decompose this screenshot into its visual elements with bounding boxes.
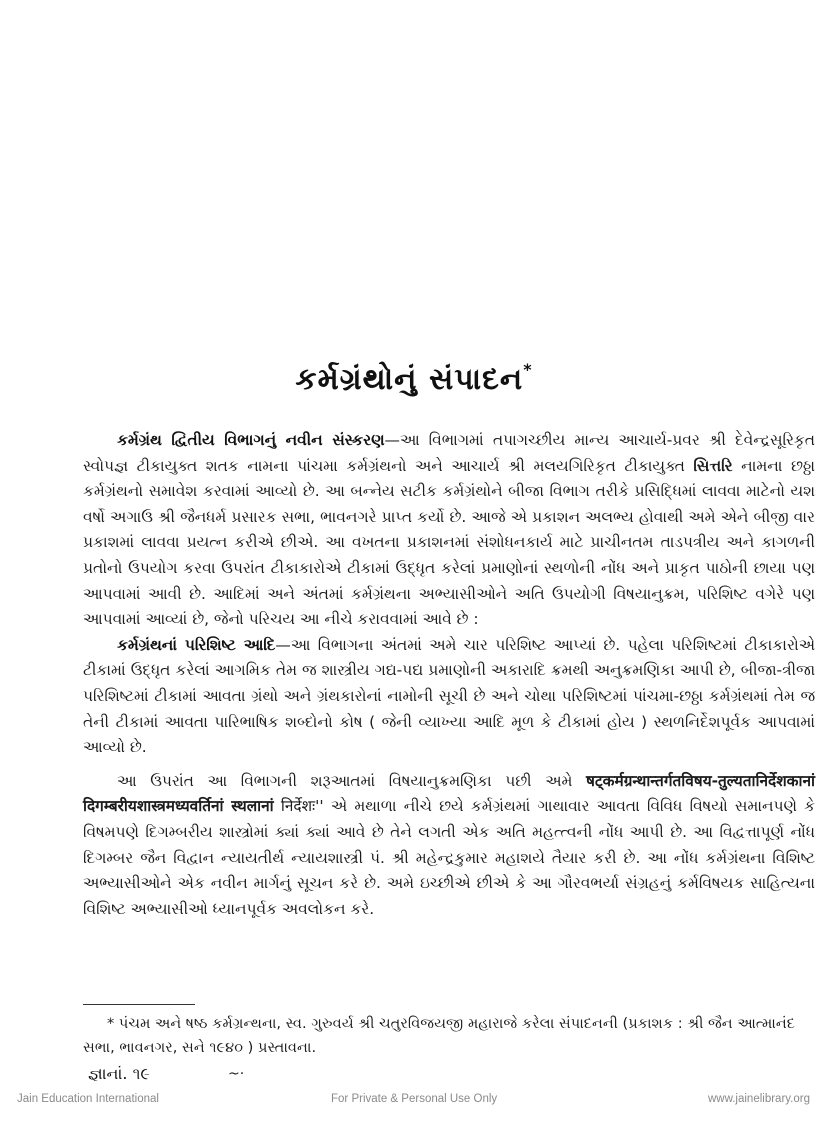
paragraph-3-text-a: આ ઉપરાંત આ વિભાગની શરૂઆતમાં વિષયાનુક્રમણિકા પછી અમે xyxy=(117,771,587,790)
paragraph-2-lead: કર્મગ્રંથનાં પરિશિષ્ટ આદિ xyxy=(117,635,276,654)
page-footer xyxy=(0,1093,828,1113)
signature-mark: ~· xyxy=(228,1066,245,1082)
paragraph-3-text-b: निर्देशः'' એ મથાળા નીચે છયે કર્મગ્રંથમાં ગાથાવાર આવતા વિવિધ વિષયો સમાનપણે કે વિષમપણે દિગમ્બરીય શાસ્ત્રોમાં ક્યાં ક્યાં આવે છે તેને લગતી એક અતિ મહત્ત્વની નોંધ આપી છે. આ વિદ્વત્તાપૂર્ણ નોંધ દિગમ્બર જૈન વિદ્વાન ન્યાયતીર્થ ન્યાયશાસ્ત્રી પં. શ્રી મહેન્દ્રકુમાર મહાશયે તૈયાર કરી છે. આ નોંધ કર્મગ્રંથના વિશિષ્ટ અભ્યાસીઓને એક નવીન માર્ગનું સૂચન કરે છે. અમે ઇચ્છીએ છીએ કે આ ગૌરવભર્યા સંગ્રહનું કર્મવિષયક સાહિત્યના વિશિષ્ટ અભ્યાસીઓ ધ્યાનપૂર્વક અવલોકન કરે. xyxy=(83,797,815,918)
footer-center: For Private & Personal Use Only xyxy=(331,1093,498,1105)
paragraph-3-sanskrit-heading: षट्कर्मग्रन्थान्तर्गतविषय-तुल्यतानिर्देशकानां दिगम्बरीयशास्त्रमध्यवर्तिनां स्थलानां xyxy=(83,771,815,816)
page-title-text: કર્મગ્રંથોનું સંપાદન xyxy=(295,362,524,397)
paragraph-1-text-a: —આ વિભાગમાં તપાગચ્છીય માન્ય આચાર્ય-પ્રવર શ્રી દેવેન્દ્રસૂરિકૃત સ્વોપજ્ઞ ટીકાયુક્ત શતક નામના પાંચમા કર્મગ્રંથનો અને આચાર્ય શ્રી મલયગિરિકૃત ટીકાયુક્ત xyxy=(83,431,815,475)
paragraph-2 xyxy=(83,633,815,761)
footnote-divider xyxy=(83,1004,195,1005)
body-text xyxy=(83,428,815,922)
paragraph-1-lead: કર્મગ્રંથ દ્વિતીય વિભાગનું નવીન સંસ્કરણ xyxy=(117,431,385,449)
paragraph-1 xyxy=(83,428,815,633)
paragraph-1-bold-word: સિત્તરિ xyxy=(693,456,733,475)
page-title xyxy=(0,362,828,397)
footer-right-link[interactable]: www.jainelibrary.org xyxy=(707,1093,810,1105)
paragraph-2-text: —આ વિભાગના અંતમાં અમે ચાર પરિશિષ્ટ આપ્યાં છે. પહેલા પરિશિષ્ટમાં ટીકાકારોએ ટીકામાં ઉદ્ધૃત કરેલાં આગમિક તેમ જ શાસ્ત્રીય ગદ્ય-પદ્ય પ્રમાણોની અકારાદિ ક્રમથી અનુક્રમણિકા આપી છે, બીજા-ત્રીજા પરિશિષ્ટમાં ટીકામાં આવતા ગ્રંથો અને ગ્રંથકારોનાં નામોની સૂચી છે અને ચોથા પરિશિષ્ટમાં પાંચમા-છઠ્ઠા કર્મગ્રંથમાં તેમ જ તેની ટીકામાં આવતા પારિભાષિક શબ્દોનો કોષ ( જેની વ્યાખ્યા આદિ મૂળ કે ટીકામાં હોય ) સ્થળનિર્દેશપૂર્વક આપવામાં આવ્યો છે. xyxy=(83,635,815,757)
footer-left: Jain Education International xyxy=(17,1093,159,1105)
paragraph-3 xyxy=(83,769,815,923)
footnote xyxy=(83,1012,818,1060)
paragraph-1-text-b: નામના છઠ્ઠા કર્મગ્રંથનો સમાવેશ કરવામાં આવ્યો છે. આ બન્નેય સટીક કર્મગ્રંથોને બીજા વિભાગ તરીકે પ્રસિદ્ધિમાં લાવવા માટેનો યશ વર્ષો અગાઉ શ્રી જૈનધર્મ પ્રસારક સભા, ભાવનગરે પ્રાપ્ત કર્યો છે. આજે એ પ્રકાશન અલભ્ય હોવાથી અમે એને બીજી વાર પ્રકાશમાં લાવવા પ્રયત્ન કરીએ છીએ. આ વખતના પ્રકાશનમાં સંશોધનકાર્ય માટે પ્રાચીનતમ તાડપત્રીય અને કાગળની પ્રતોનો ઉપયોગ કરવા ઉપરાંત ટીકાકારોએ ટીકામાં ઉદ્ધૃત કરેલાં પ્રમાણોનાં સ્થળોની નોંધ અને પ્રાકૃત પાઠોની છાયા પણ આપવામાં આવી છે. આદિમાં અને અંતમાં કર્મગ્રંથના અભ્યાસીઓને અતિ ઉપયોગી વિષયાનુક્રમ, પરિશિષ્ટ વગેરે પણ આપવામાં આવ્યાં છે, જેનો પરિચય આ નીચે કરાવવામાં આવે છે : xyxy=(83,456,815,629)
footnote-marker: * xyxy=(523,360,533,379)
footnote-text: * પંચમ અને ષષ્ઠ કર્મગ્રન્થના, સ્વ. ગુરુવર્ય શ્રી ચતુરવિજયજી મહારાજે કરેલા સંપાદનની (પ્રકાશક : શ્રી જૈન આત્માનંદ સભા, ભાવનગર, સને ૧૯૪૦ ) પ્રસ્તાવના. xyxy=(83,1015,795,1056)
page-signature: જ્ઞાનાં. ૧૯ xyxy=(88,1064,150,1083)
